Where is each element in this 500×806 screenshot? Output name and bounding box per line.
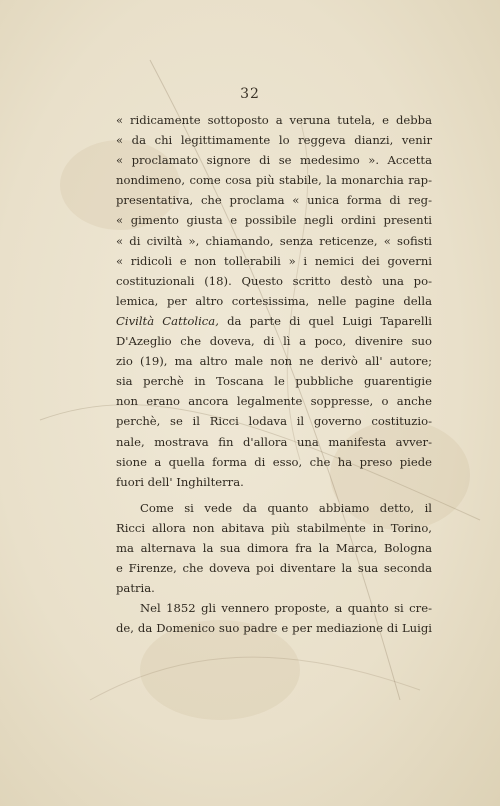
text-line: Ricci allora non abitava più stabilmente in Torino, xyxy=(116,520,432,535)
text-line: sia perchè in Toscana le pubbliche guarentigie xyxy=(116,374,432,389)
text-line: ma alternava la sua dimora fra la Marca, Bologna xyxy=(116,540,432,555)
text-line: presentativa, che proclama « unica forma di reg- xyxy=(116,193,432,208)
text-line: D'Azeglio che doveva, di lì a poco, divenire suo xyxy=(116,334,432,349)
paragraph-first-line: Come si vede da quanto abbiamo detto, il xyxy=(140,500,432,515)
text-line: lemica, per altro cortesissima, nelle pagine della xyxy=(116,293,432,308)
body-text xyxy=(116,110,432,638)
text-line: patria. xyxy=(116,581,155,596)
text-line: « di civiltà », chiamando, senza reticenze, « sofisti xyxy=(116,233,432,248)
text-line: « proclamato signore di se medesimo ». Accetta xyxy=(116,153,432,168)
text-line: non erano ancora legalmente soppresse, o anche xyxy=(116,394,432,409)
text-line: nondimeno, come cosa più stabile, la monarchia rap- xyxy=(116,173,432,188)
page-number: 32 xyxy=(240,86,260,102)
text-line: de, da Domenico suo padre e per mediazione di Luigi xyxy=(116,621,432,636)
text-line: e Firenze, che doveva poi diventare la sua seconda xyxy=(116,561,432,576)
text-line: perchè, se il Ricci lodava il governo costituzio- xyxy=(116,414,432,429)
text-line-rest: da parte di quel Luigi Taparelli xyxy=(218,313,432,328)
text-line: sione a quella forma di esso, che ha preso piede xyxy=(116,454,432,469)
text-line: costituzionali (18). Questo scritto destò una po- xyxy=(116,273,432,288)
text-line: « gimento giusta e possibile negli ordini presenti xyxy=(116,213,432,228)
text-line: fuori dell' Inghilterra. xyxy=(116,474,244,489)
text-line: « da chi legittimamente lo reggeva dianzi, venir xyxy=(116,133,432,148)
text-line: « ridicamente sottoposto a veruna tutela, e debba xyxy=(116,113,432,127)
text-line: zio (19), ma altro male non ne derivò all' autore; xyxy=(116,354,432,369)
text-line-with-title xyxy=(116,311,432,331)
text-line: nale, mostrava fin d'allora una manifesta avver- xyxy=(116,434,432,449)
periodical-title: Civiltà Cattolica, xyxy=(116,313,219,328)
text-line: « ridicoli e non tollerabili » i nemici dei governi xyxy=(116,253,432,268)
paragraph-first-line: Nel 1852 gli vennero proposte, a quanto si cre- xyxy=(140,601,432,616)
